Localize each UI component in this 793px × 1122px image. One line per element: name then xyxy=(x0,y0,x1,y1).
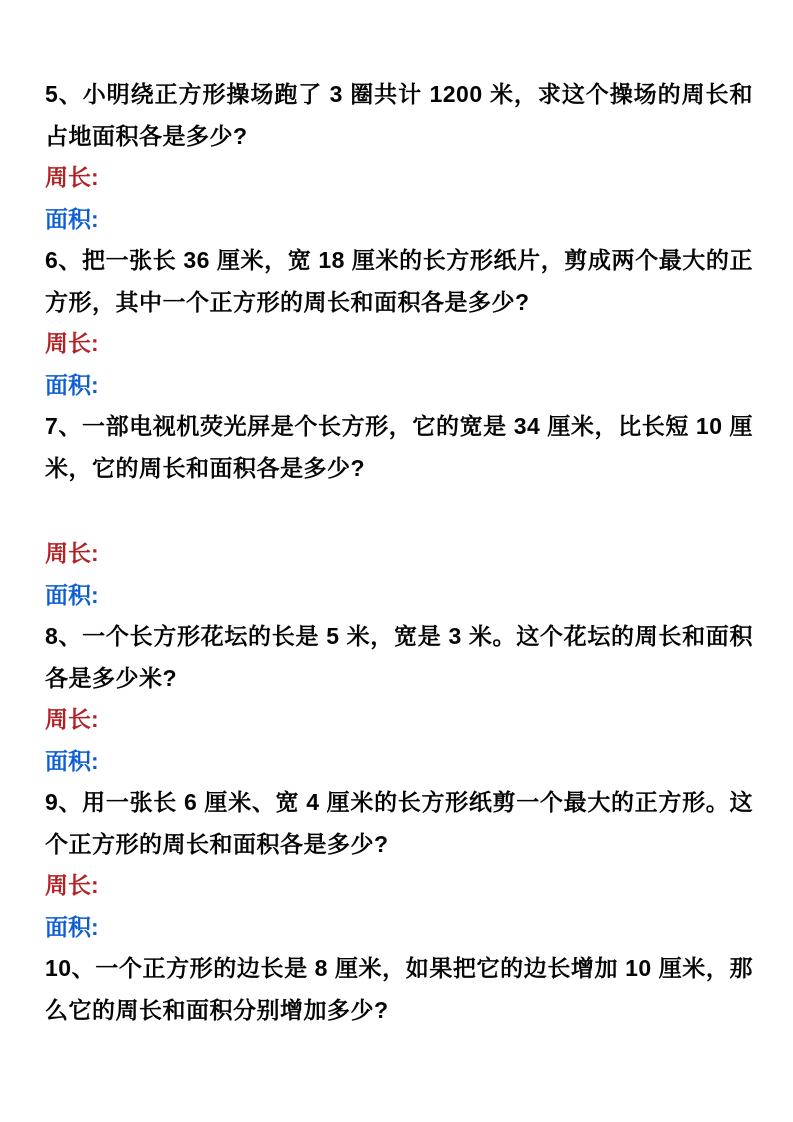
problem-10-text: 10、一个正方形的边长是 8 厘米，如果把它的边长增加 10 厘米，那么它的周长和面积分别增加多少? xyxy=(45,955,753,1023)
problem-8-area-label: 面积: xyxy=(45,747,99,774)
problem-8 xyxy=(45,616,753,782)
problem-9-text: 9、用一张长 6 厘米、宽 4 厘米的长方形纸剪一个最大的正方形。这个正方形的周长和面积各是多少? xyxy=(45,789,753,857)
problem-6 xyxy=(45,240,753,406)
problem-5-perimeter-label: 周长: xyxy=(45,164,99,190)
problem-5-text: 5、小明绕正方形操场跑了 3 圈共计 1200 米，求这个操场的周长和占地面积各是多少? xyxy=(45,81,753,149)
problem-8-perimeter-label: 周长: xyxy=(45,706,99,732)
problem-5-area-label: 面积: xyxy=(45,205,99,232)
problem-8-text: 8、一个长方形花坛的长是 5 米，宽是 3 米。这个花坛的周长和面积各是多少米? xyxy=(45,623,753,691)
problem-9-perimeter-label: 周长: xyxy=(45,872,99,898)
problem-7-text: 7、一部电视机荧光屏是个长方形，它的宽是 34 厘米，比长短 10 厘米，它的周长和面积各是多少? xyxy=(45,413,753,481)
problem-7-area-label: 面积: xyxy=(45,581,99,608)
problem-9-area-label: 面积: xyxy=(45,913,99,940)
problem-6-text: 6、把一张长 36 厘米，宽 18 厘米的长方形纸片，剪成两个最大的正方形，其中一个正方形的周长和面积各是多少? xyxy=(45,247,753,315)
problem-7-answer-space xyxy=(45,489,753,533)
problem-7-perimeter-label: 周长: xyxy=(45,540,99,566)
problem-7 xyxy=(45,406,753,616)
problem-6-perimeter-label: 周长: xyxy=(45,330,99,356)
problem-5 xyxy=(45,74,753,240)
problem-9 xyxy=(45,782,753,948)
problem-10 xyxy=(45,948,753,1031)
problem-6-area-label: 面积: xyxy=(45,371,99,398)
